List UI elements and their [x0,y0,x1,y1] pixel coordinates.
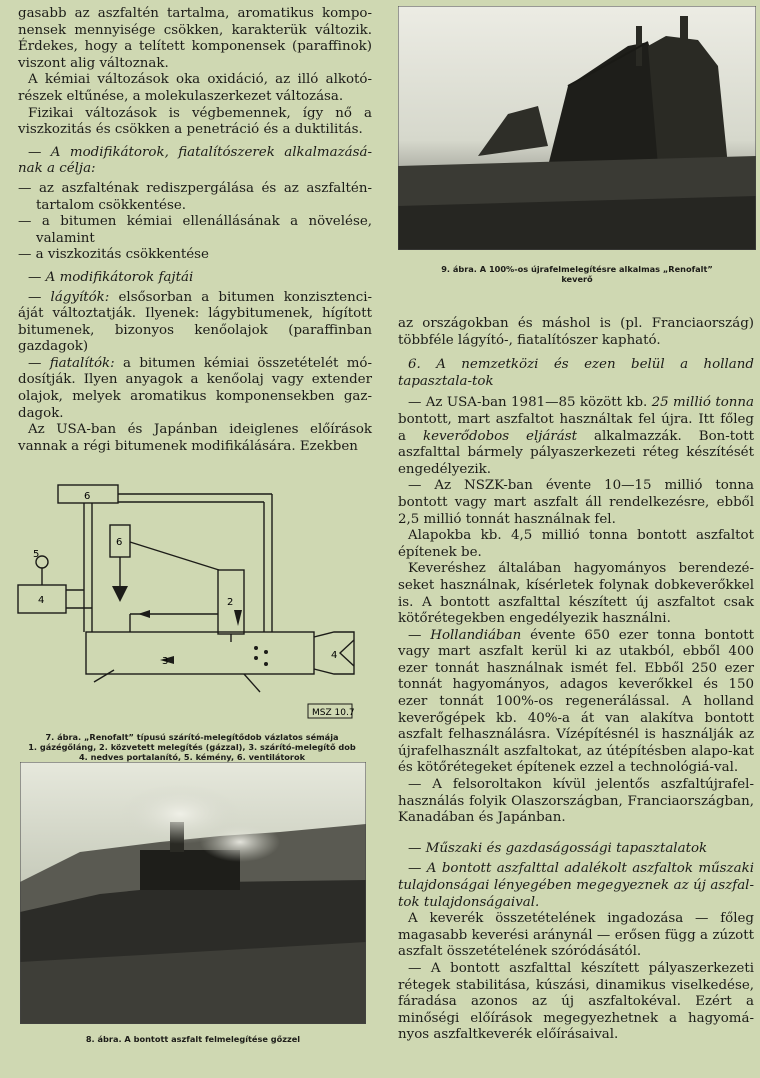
purpose-item-2: — a bitumen kémiai ellenállásának a növelése, valamint [18,214,372,246]
usa-text-e: alkalmazzák. Bon-tott aszfalttal bármely pályaszerkezeti réteg készítését engedélyezik. [398,428,755,477]
label-drum: 3 [162,656,169,667]
paragraph-usa-regulations: Az USA-ban és Japánban ideiglenes előírások vannak a régi bitumenek modifikálására. Ezekben [18,422,372,454]
label-chimney: 5 [33,549,40,560]
paragraph-alapokba: Alapokba kb. 4,5 millió tonna bontott aszfaltot építenek be. [398,528,754,560]
paragraph-bontott-2: — A bontott aszfalttal készített pályaszerkezeti rétegek stabilitása, kúszási, dinamikus viselkedése, fáradása azonos az új aszfaltokéval. Ezért a minőségi előírások megegyezhetnek a hagyomá-nyos aszfaltkeverék előírásaival. [398,960,754,1043]
heading-musz-gazd: — Műszaki és gazdaságossági tapasztalatok [408,840,708,856]
softeners-text: elsősorban a bitumen konzisztenci-áját változtatják. Ilyenek: lágybitumenek, hígított bitumenek, bizonyos kenőolajok (paraffinban gazdagok) [18,289,372,355]
purpose-item-3: — a viszkozitás csökkentése [18,247,209,263]
figure-7-caption-3: 4. nedves portalanító, 5. kémény, 6. ventilátorok [78,752,306,762]
right-column [398,316,754,1044]
paragraph-1: gasabb az aszfaltén tartalma, aromatikus kompo-nensek mennyisége csökken, karakterük változik. Érdekes, hogy a telített komponensek (paraffinok) viszont alig változnak. [18,6,372,71]
holland-text-a: — Hollandiában [408,627,522,643]
heading-modifier-types: — A modifikátorok fajtái [28,269,194,285]
figure-8-caption: 8. ábra. A bontott aszfalt felmelegítése gőzzel [85,1034,301,1044]
figure-9-caption-2: keverő [561,274,593,284]
label-wet-duster: 4 [38,595,45,606]
paragraph-nszk: — Az NSZK-ban évente 10—15 millió tonna bontott vagy mart aszfalt áll rendelkezésre, ebből 2,5 millió tonnát használnak fel. [398,478,754,527]
label-fan-inner: 6 [116,537,123,548]
paragraph-bontott-italic: — A bontott aszfalttal adalékolt aszfaltok műszaki tulajdonságai lényegében megegyeznek az új aszfal-tok tulajdonságaival. [398,861,754,910]
paragraph-holland [398,628,754,777]
usa-text-b: 25 millió tonna [651,395,754,411]
figure-7-caption-1: 7. ábra. „Renofalt” típusú szárító-melegítődob vázlatos sémája [45,732,339,742]
holland-text-b: évente 650 ezer tonna bontott vagy mart aszfalt kerül ki az utakból, ebből 400 ezer tonnát használnak ismét fel. Ebből 250 ezer tonnát hagyományos, adagos keverőkkel és 150 ezer tonnát 100%-os regenerálással. A holland keverőgépek kb. 40%-a át van alakítva bontott aszfalt felhasználásra. Vízépítésnél is használják az újrafelhasznált aszfaltokat, az útépítésben alapo-kat és kötőrétegeket építenek ezzel a technológiá-val. [398,627,755,776]
left-column [18,6,372,455]
usa-text-c: bontott, mart aszfaltot használtak fel újra. Itt főleg a [398,411,754,444]
paragraph-kevereshez: Keveréshez általában hagyományos berendezé-seket használnak, kísérletek folynak dobkeverőkkel is. A bontott aszfalttal készített új aszfaltot csak kötőrétegekben engedélyezik használni. [398,561,754,627]
paragraph-felsoroltakon: — A felsoroltakon kívül jelentős aszfaltújrafel-használás folyik Olaszországban, Franciaországban, Kanadában és Japánban. [398,777,754,826]
label-fan-top: 6 [84,491,91,502]
figure-7-caption-2: 1. gázégőláng, 2. közvetett melegítés (gázzal), 3. szárító-melegítő dob [28,742,356,752]
label-indirect-heating: 2 [227,597,234,608]
figure-9-caption-1: 9. ábra. A 100%-os újrafelmelegítésre alkalmas „Renofalt” [441,264,713,274]
figure-7 [14,482,370,762]
heading-modifier-purpose: — A modifikátorok, fiatalítószerek alkalmazásá-nak a célja: [18,144,372,177]
figure-8-photo [20,762,366,1024]
rejuvenators-paragraph [18,356,372,422]
stamp-text: MSZ 10.7 [312,708,355,718]
softeners-paragraph [18,290,372,356]
rejuvenators-label: — fiatalítók: [28,355,115,371]
figure-8 [20,762,366,1044]
label-burner: 4 [331,650,338,661]
paragraph-3: Fizikai változások is végbemennek, így nő a viszkozitás és csökken a penetráció és a duktilitás. [18,105,372,138]
usa-text-d: keverődobos eljárást [422,428,578,444]
softeners-label: — lágyítók: [28,289,110,305]
rejuvenators-text: a bitumen kémiai összetételét mó-dosítják. Ilyen anyagok a kenőolaj vagy extender olajok, melyek aromatikus komponensekben gaz-dagok. [18,355,373,421]
drying-drum [86,632,314,674]
paragraph-2: A kémiai változások oka oxidáció, az illó alkotó-részek eltűnése, a molekulaszerkezet változása. [18,72,372,104]
heading-section-6: 6. A nemzetközi és ezen belül a holland tapasztala-tok [398,357,754,389]
paragraph-usa [398,395,754,478]
renofalt-schematic-diagram [14,482,360,722]
purpose-item-1: — az aszfalténak rediszpergálása és az aszfaltén-tartalom csökkentése. [18,180,372,213]
usa-text-a: — Az USA-ban 1981—85 között kb. [408,395,648,411]
figure-9 [398,6,756,284]
paragraph-kevereek: A keverék összetételének ingadozása — főleg magasabb keverési aránynál — erősen függ a zúzott aszfalt összetételének szóródásától. [398,911,754,960]
paragraph-countries: az országokban és máshol is (pl. Franciaország) többféle lágyító-, fiatalítószer kapható. [398,316,754,348]
figure-9-photo [398,6,756,250]
